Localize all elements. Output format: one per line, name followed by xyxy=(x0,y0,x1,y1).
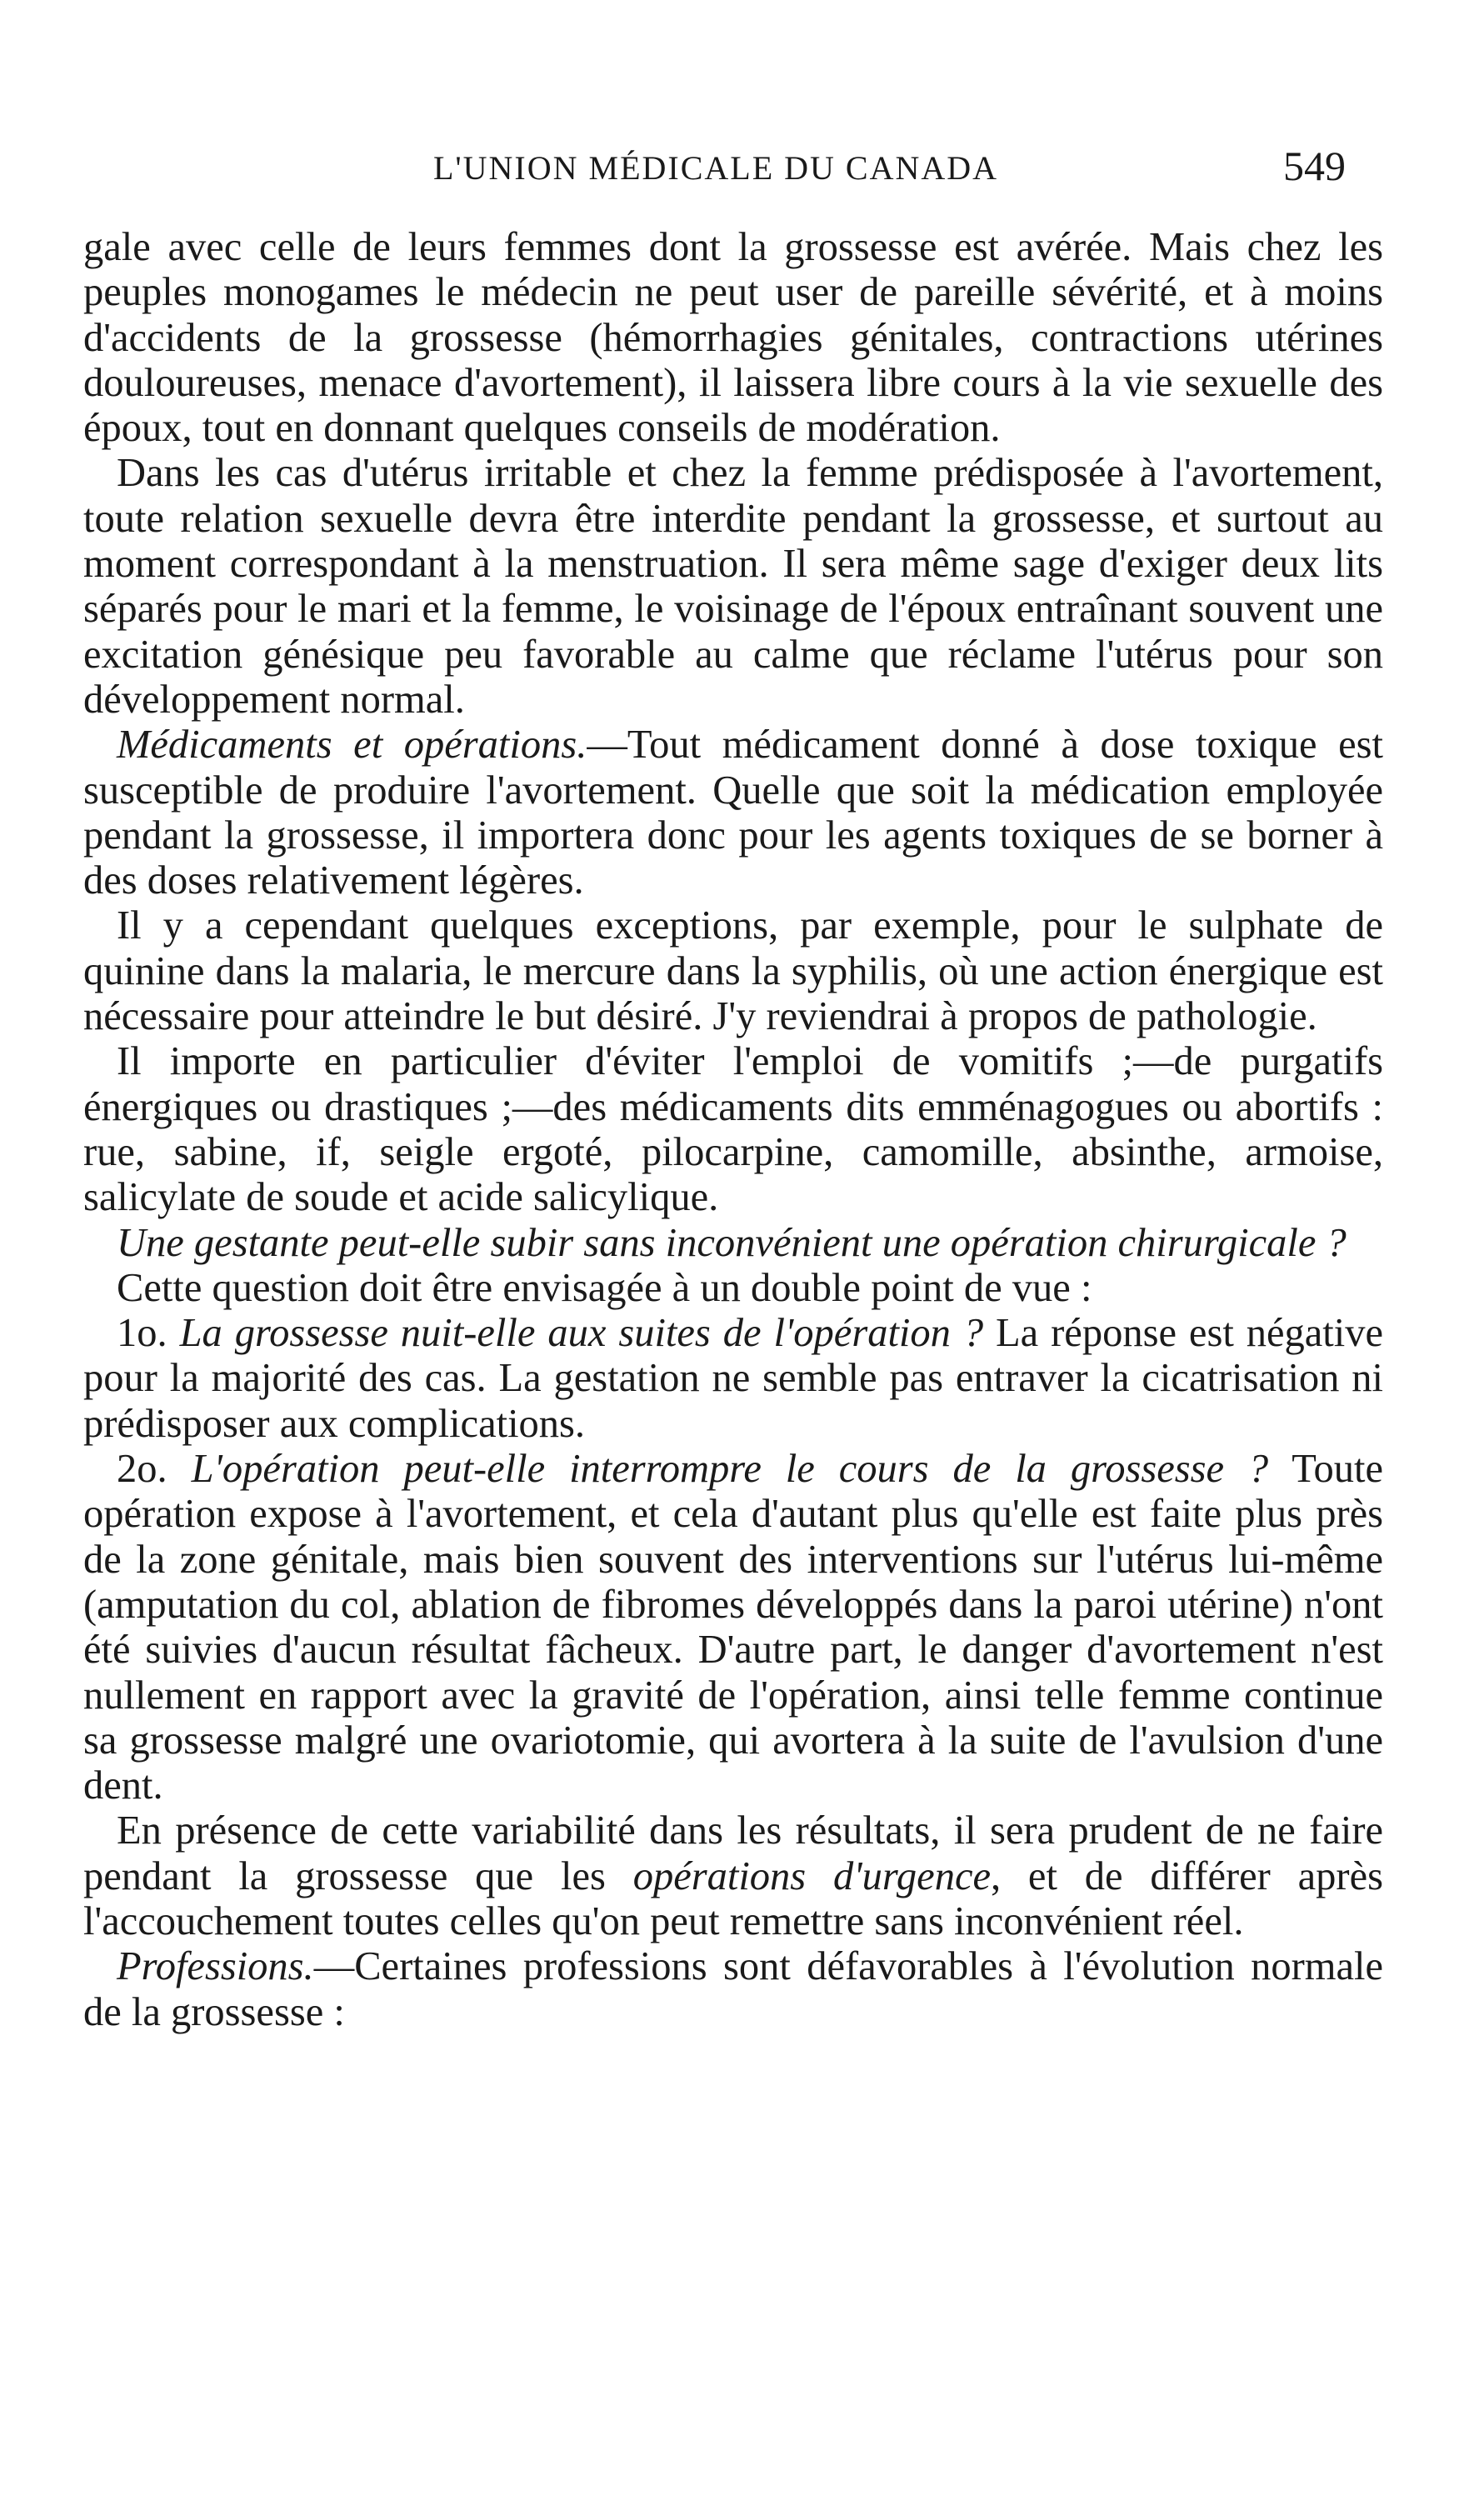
paragraph-text: —Certaines professions sont défavorables à l'évolution normale de la grossesse : xyxy=(83,1944,1383,2034)
page-number: 549 xyxy=(1283,143,1346,189)
paragraph-text: Il importe en particulier d'éviter l'emploi de vomitifs ;—de purgatifs énergiques ou drastiques ;—des médicaments dits emménagogues ou abortifs : rue, sabine, if, seigle ergoté, pilocarpine, camomille, absinthe, armoise, salicylate de soude et acide salicylique. xyxy=(83,1039,1383,1220)
paragraph-4 xyxy=(83,903,1383,1039)
emphasis-operations-urgence: opérations d'urgence xyxy=(632,1853,991,1898)
paragraph-text: —Tout médicament donné à dose toxique est susceptible de produire l'avortement. Quelle que soit la médication employée pendant la grossesse, il importera donc pour les agents toxiques de se borner à des doses relativement légères. xyxy=(83,723,1384,903)
paragraph-10 xyxy=(83,1808,1383,1944)
paragraph-7 xyxy=(83,1266,1383,1311)
paragraph-1 xyxy=(83,225,1383,451)
running-head xyxy=(0,143,1484,198)
item-question: L'opération peut-elle interrompre le cours de la grossesse ? xyxy=(191,1447,1269,1492)
journal-title: L'UNION MÉDICALE DU CANADA xyxy=(433,149,999,187)
paragraph-text: Toute opération expose à l'avortement, et cela d'autant plus qu'elle est faite plus près de la zone génitale, mais bien souvent des interventions sur l'utérus lui-même (amputation du col, ablation de fibromes développés dans la paroi utérine) n'ont été suivies d'aucun résultat fâcheux. D'autre part, le danger d'avortement n'est nullement en rapport avec la gravité de l'opération, ainsi telle femme continue sa grossesse malgré une ovariotomie, qui avortera à la suite de l'avulsion d'une dent. xyxy=(83,1447,1383,1808)
paragraph-text-tail: , et de différer après l'accouchement toutes celles qu'on peut remettre sans inconvénient réel. xyxy=(83,1853,1383,1943)
paragraph-text: gale avec celle de leurs femmes dont la grossesse est avérée. Mais chez les peuples monogames le médecin ne peut user de pareille sévérité, et à moins d'accidents de la grossesse (hémorrhagies génitales, contractions utérines douloureuses, menace d'avortement), il laissera libre cours à la vie sexuelle des époux, tout en donnant quelques conseils de modération. xyxy=(83,225,1383,451)
paragraph-6 xyxy=(83,1221,1383,1266)
paragraph-8 xyxy=(83,1311,1383,1447)
paragraph-2 xyxy=(83,451,1383,723)
paragraph-text: Cette question doit être envisagée à un double point de vue : xyxy=(117,1265,1092,1310)
question-heading: Une gestante peut-elle subir sans inconvénient une opération chirurgicale ? xyxy=(117,1220,1347,1265)
item-question: La grossesse nuit-elle aux suites de l'opération ? xyxy=(179,1311,984,1356)
paragraph-9 xyxy=(83,1447,1383,1808)
paragraph-text: En présence de cette variabilité dans les résultats, il sera prudent de ne faire pendant la grossesse que les xyxy=(83,1808,1383,1898)
paragraph-3 xyxy=(83,723,1383,903)
section-heading-professions: Professions. xyxy=(117,1944,314,1989)
section-heading-medicaments: Médicaments et opérations. xyxy=(117,723,587,768)
item-number: 1o. xyxy=(117,1311,180,1356)
body-text xyxy=(83,225,1383,2035)
paragraph-5 xyxy=(83,1039,1383,1220)
item-number: 2o. xyxy=(117,1447,192,1492)
paragraph-text: Il y a cependant quelques exceptions, par exemple, pour le sulphate de quinine dans la malaria, le mercure dans la syphilis, où une action énergique est nécessaire pour atteindre le but désiré. J'y reviendrai à propos de pathologie. xyxy=(83,903,1383,1039)
paragraph-text: Dans les cas d'utérus irritable et chez la femme prédisposée à l'avortement, toute relation sexuelle devra être interdite pendant la grossesse, et surtout au moment correspondant à la menstruation. Il sera même sage d'exiger deux lits séparés pour le mari et la femme, le voisinage de l'époux entraînant souvent une excitation génésique peu favorable au calme que réclame l'utérus pour son développement normal. xyxy=(83,451,1383,722)
paragraph-11 xyxy=(83,1944,1383,2035)
paragraph-text: La réponse est négative pour la majorité des cas. La gestation ne semble pas entraver la cicatrisation ni prédisposer aux complications. xyxy=(83,1311,1384,1446)
